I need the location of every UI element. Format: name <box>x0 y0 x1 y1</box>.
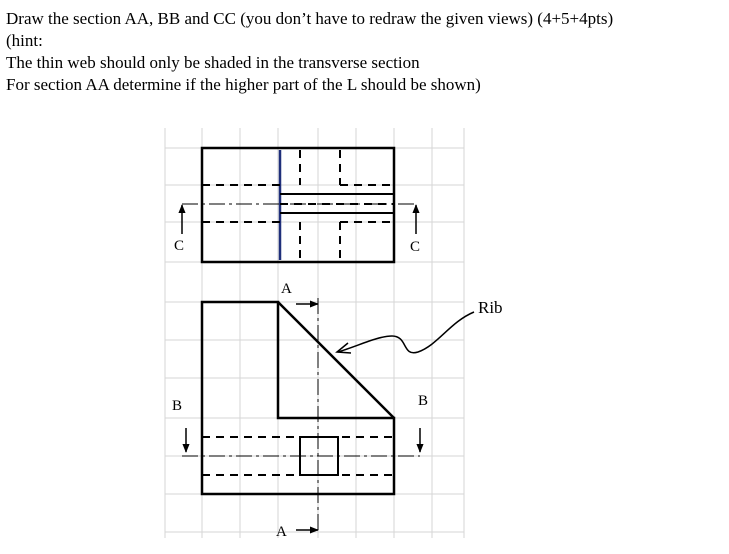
instruction-line-4: For section AA determine if the higher part of the L should be shown) <box>6 75 481 94</box>
top-view <box>182 148 421 262</box>
label-rib: Rib <box>478 298 503 317</box>
front-view <box>182 298 420 530</box>
label-b-right: B <box>418 393 429 409</box>
instruction-line-3: The thin web should only be shaded in the transverse section <box>6 53 420 72</box>
top-view-hidden-lines <box>202 150 394 260</box>
background-grid <box>165 128 464 538</box>
instruction-line-2: (hint: <box>6 31 43 50</box>
front-view-outline <box>202 302 394 494</box>
label-c-right: C <box>410 239 421 255</box>
rib-leader-line <box>338 312 474 353</box>
instruction-line-1: Draw the section AA, BB and CC (you don’t have to redraw the given views) (4+5+4pts) <box>6 9 614 28</box>
label-b-left: B <box>172 398 183 414</box>
label-a-top: A <box>281 281 292 297</box>
label-c-left: C <box>174 238 185 254</box>
label-a-bottom: A <box>276 524 287 540</box>
rib-diagonal-edge <box>278 302 394 418</box>
